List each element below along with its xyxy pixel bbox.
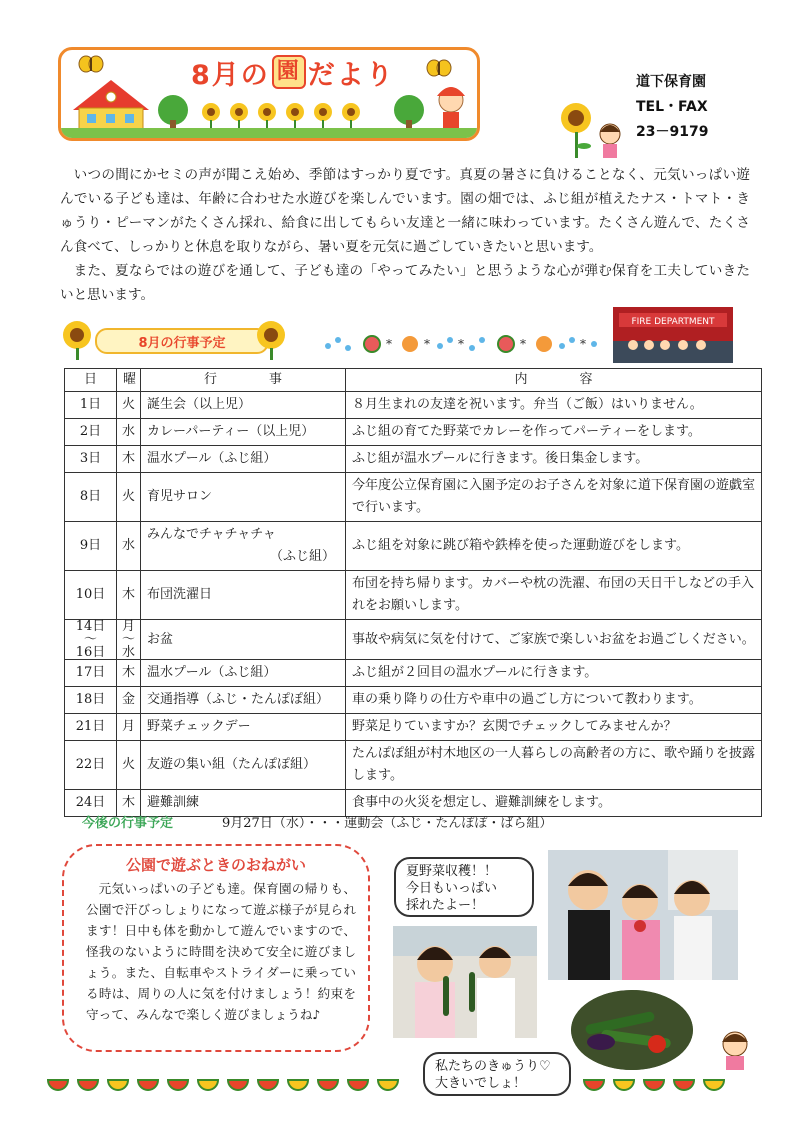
dow-cell: 火 [117,473,141,522]
girls-cucumber-photo [393,926,537,1038]
table-row [65,522,762,571]
date-cell: 9日 [65,522,117,571]
event-cell: 温水プール（ふじ組） [141,660,346,687]
tree-icon [394,95,424,132]
butterfly-icon [427,60,451,76]
school-house-icon [73,80,149,132]
dow-cell: 金 [117,687,141,714]
watermelon-icon [258,1080,278,1090]
sunflower-icon [286,103,304,132]
event-line: みんなでチャチャチャ [147,527,276,542]
date-cell: 10日 [65,571,117,620]
content-cell: ８月生まれの友達を祝います。弁当（ご飯）はいりません。 [346,392,762,419]
park-notice-box [62,844,370,1052]
watermelon-icon [228,1080,248,1090]
dow-cell: 火 [117,741,141,790]
dow-cell: 水 [117,522,141,571]
dow-cell: 木 [117,790,141,817]
event-cell: 友遊の集い組（たんぽぽ組） [141,741,346,790]
svg-text:*: * [520,337,526,351]
content-cell: たんぽぽ組が村木地区の一人暮らしの高齢者の方に、歌や踊りを披露します。 [346,741,762,790]
content-cell: 車の乗り降りの仕方や車中の過ごし方について教わります。 [346,687,762,714]
date-cell: 8日 [65,473,117,522]
upcoming-label: 今後の行事予定 [82,816,174,831]
date-cell: 24日 [65,790,117,817]
watermelon-icon [674,1080,694,1090]
event-cell: 誕生会（以上児） [141,392,346,419]
tree-icon [158,95,188,132]
watermelon-icon [704,1080,724,1090]
dow-cell: 木 [117,660,141,687]
watermelon-icon [198,1080,218,1090]
date-cell: 1日 [65,392,117,419]
table-row [65,571,762,620]
table-row [65,714,762,741]
table-row [65,741,762,790]
watermelon-icon [108,1080,128,1090]
content-cell: 布団を持ち帰ります。カバーや枕の洗濯、布団の天日干しなどの手入れをお願いします。 [346,571,762,620]
watermelon-icon [378,1080,398,1090]
tel-label: TEL・FAX [636,99,708,115]
sunflower-icon [561,103,591,158]
watermelon-icon [288,1080,308,1090]
fire-truck-label: FIRE DEPARTMENT [631,317,715,327]
watermelon-icon [498,336,514,352]
fruit-border [44,1074,744,1094]
date-cell: 18日 [65,687,117,714]
dow-cell: 月 [117,714,141,741]
content-cell: ふじ組の育てた野菜でカレーを作ってパーティーをします。 [346,419,762,446]
title-kanji-badge: 園 [272,55,306,89]
watermelon-icon [48,1080,68,1090]
col-header-dow: 曜 [117,369,141,392]
content-cell: 事故や病気に気を付けて、ご家族で楽しいお盆をお過ごしください。 [346,620,762,660]
org-name: 道下保育園 [636,74,706,90]
sunflower-kid-illustration [556,98,632,162]
intro-text [60,163,750,307]
sunflower-icon [314,103,332,132]
date-cell: 2日 [65,419,117,446]
decorative-dots-row [322,330,622,356]
content-cell: 今年度公立保育園に入園予定のお子さんを対象に道下保育園の遊戯室で行います。 [346,473,762,522]
ball-icon [536,336,552,352]
table-row [65,660,762,687]
events-heading: 8月の行事予定 [95,328,269,354]
ball-icon [402,336,418,352]
fire-department-photo [613,307,733,363]
sunflower-icon [258,103,276,132]
date-cell: 21日 [65,714,117,741]
sunflower-icon [254,318,288,360]
event-cell: 野菜チェックデー [141,714,346,741]
speech-bubble-harvest: 夏野菜収穫！！ 今日もいっぱい 採れたよー！ [394,857,534,917]
svg-text:*: * [580,337,586,351]
sunflower-icon [60,318,94,360]
girl-icon [714,1026,756,1070]
park-notice-title: 公園で遊ぶときのおねがい [125,856,306,874]
org-contact [636,70,776,145]
header-banner [58,47,480,141]
content-cell: 野菜足りていますか？玄関でチェックしてみませんか？ [346,714,762,741]
date-cell: 22日 [65,741,117,790]
dow-cell: 木 [117,446,141,473]
event-cell: 温水プール（ふじ組） [141,446,346,473]
dow-cell: 月 ～ 水 [117,620,141,660]
table-row [65,620,762,660]
event-cell: 避難訓練 [141,790,346,817]
sunflower-icon [202,103,220,132]
watermelon-icon [644,1080,664,1090]
svg-text:*: * [424,337,430,351]
table-row [65,473,762,522]
park-notice-body: 元気いっぱいの子ども達。保育園の帰りも、公園で汗びっしょりになって遊ぶ様子が見られます！日中も体を動かして遊んでいますので、怪我のないように時間を決めて安全に遊びましょう。また、自転車やストライダーに乗っている時は、周りの人に気を付けましょう！約束を守って、みんなで楽しく遊びましょうね♪ [86,881,356,1022]
event-cell: お盆 [141,620,346,660]
watermelon-icon [168,1080,188,1090]
girl-icon [600,124,620,158]
sunflower-icon [230,103,248,132]
dow-cell: 木 [117,571,141,620]
butterfly-icon [79,56,103,72]
header-illustrations [61,50,477,138]
watermelon-icon [78,1080,98,1090]
intro-paragraph: また、夏ならではの遊びを通して、子ども達の「やってみたい」と思うような心が弾む保育を工夫していきたいと思います。 [60,263,750,303]
watermelon-icon [348,1080,368,1090]
col-header-date: 日 [65,369,117,392]
grass-strip [61,128,477,138]
newsletter-title: 8月の 園 だより [191,50,421,94]
watermelon-icon [584,1080,604,1090]
watermelon-icon [614,1080,634,1090]
event-cell: 布団洗濯日 [141,571,346,620]
table-header-row [65,369,762,392]
dow-cell: 火 [117,392,141,419]
date-cell: 3日 [65,446,117,473]
col-header-content: 内 容 [346,369,762,392]
watermelon-icon [318,1080,338,1090]
event-cell: 交通指導（ふじ・たんぽぽ組） [141,687,346,714]
svg-text:*: * [458,337,464,351]
table-row [65,419,762,446]
watermelon-icon [138,1080,158,1090]
content-cell: ふじ組が温水プールに行きます。後日集金します。 [346,446,762,473]
table-row [65,687,762,714]
kids-vegetable-photo [548,850,738,980]
content-cell: ふじ組が２回目の温水プールに行きます。 [346,660,762,687]
col-header-event: 行 事 [141,369,346,392]
speech-bubble-cucumber: 私たちのきゅうり♡ 大きいでしょ！ [423,1052,571,1096]
tel-number: 23－9179 [636,124,709,140]
event-cell [141,522,346,571]
child-character-icon [437,87,465,130]
sunflower-icon [342,103,360,132]
content-cell: 食事中の火災を想定し、避難訓練をします。 [346,790,762,817]
events-table [64,368,762,817]
intro-paragraph: いつの間にかセミの声が聞こえ始め、季節はすっかり夏です。真夏の暑さに負けることなく、元気いっぱい遊んでいる子ども達は、年齢に合わせた水遊びを楽しんでいます。園の畑では、ふじ組が植えたナス・トマト・きゅうり・ピーマンがたくさん採れ、給食に出してもらい友達と一緒に味わっています。たくさん遊んで、たくさん食べて、しっかりと休息を取りながら、暑い夏を元気に過ごしていきたいと思います。 [60,167,750,255]
dow-cell: 水 [117,419,141,446]
date-cell: 14日 ～ 16日 [65,620,117,660]
table-row [65,392,762,419]
upcoming-text: 9月27日（水）・・・運動会（ふじ・たんぽぽ・ばら組） [222,816,553,831]
event-cell: カレーパーティー（以上児） [141,419,346,446]
harvested-vegetables-photo [571,990,693,1070]
date-cell: 17日 [65,660,117,687]
event-cell: 育児サロン [141,473,346,522]
event-line: （ふじ組） [269,549,335,564]
svg-text:*: * [386,337,392,351]
watermelon-icon [364,336,380,352]
content-cell: ふじ組を対象に跳び箱や鉄棒を使った運動遊びをします。 [346,522,762,571]
table-row [65,446,762,473]
